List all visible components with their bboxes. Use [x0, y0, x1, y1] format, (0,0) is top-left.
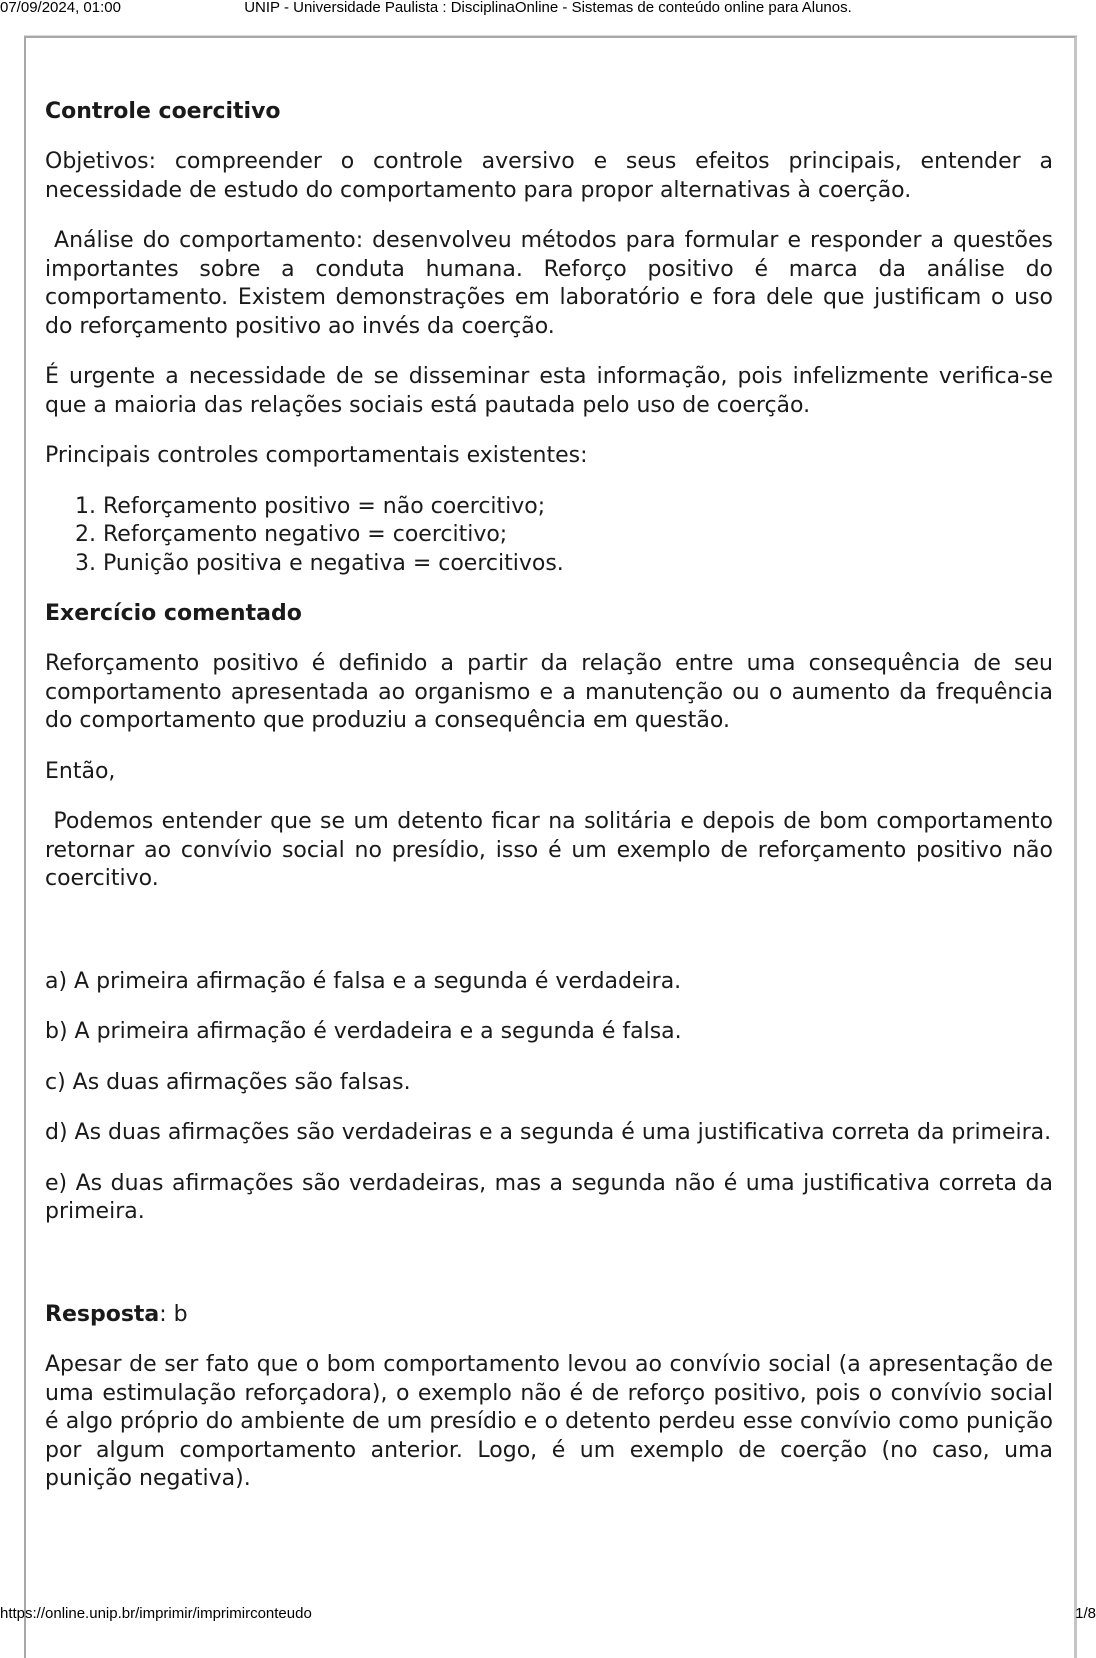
paragraph-analise: Análise do comportamento: desenvolveu métodos para formular e responder a questões importantes sobre a conduta humana. Reforço positivo é marca da análise do comportamento. Existem demonstrações em laboratório e fora dele que justificam o uso do reforçamento positivo ao invés da coerção. — [45, 228, 1060, 339]
resposta-value: : b — [159, 1301, 188, 1327]
list-item: 1. Reforçamento positivo = não coercitivo; — [103, 493, 1053, 522]
paragraph-urgente: É urgente a necessidade de se disseminar esta informação, pois infelizmente verifica-se que a maioria das relações sociais está pautada pelo uso de coerção. — [45, 364, 1053, 418]
paragraph-objetivos: Objetivos: compreender o controle aversivo e seus efeitos principais, entender a necessidade de estudo do comportamento para propor alternativas à coerção. — [45, 149, 1053, 203]
list-item: 2. Reforçamento negativo = coercitivo; — [103, 521, 1053, 550]
section-heading-exercicio-comentado: Exercício comentado — [45, 601, 302, 626]
vertical-spacer — [45, 1249, 1053, 1301]
resposta-label: Resposta — [45, 1301, 160, 1327]
print-header-datetime: 07/09/2024, 01:00 — [0, 0, 121, 16]
print-footer-url: https://online.unip.br/imprimir/imprimirconteudo — [0, 1605, 312, 1622]
controles-list — [45, 493, 1053, 579]
option-b: b) A primeira afirmação é verdadeira e a segunda é falsa. — [45, 1019, 682, 1044]
print-footer — [0, 1604, 1096, 1624]
option-e: e) As duas afirmações são verdadeiras, mas a segunda não é uma justificativa correta da primeira. — [45, 1170, 1053, 1224]
print-header — [0, 0, 1096, 18]
paragraph-explicacao: Apesar de ser fato que o bom comportamento levou ao convívio social (a apresentação de uma estimulação reforçadora), o exemplo não é de reforço positivo, pois o convívio social é algo próprio do ambiente de um presídio e o detento perdeu esse convívio como punição por algum comportamento anterior. Logo, é um exemplo de coerção (no caso, uma punição negativa). — [45, 1352, 1053, 1491]
vertical-spacer — [45, 916, 1053, 968]
paragraph-podemos: Podemos entender que se um detento ficar na solitária e depois de bom comportamento retornar ao convívio social no presídio, isso é um exemplo de reforçamento positivo não coercitivo. — [45, 809, 1060, 891]
option-a: a) A primeira afirmação é falsa e a segunda é verdadeira. — [45, 968, 682, 994]
paragraph-principais: Principais controles comportamentais existentes: — [45, 443, 588, 468]
section-heading-controle-coercitivo: Controle coercitivo — [45, 99, 281, 124]
print-footer-page-number: 1/8 — [1075, 1605, 1096, 1622]
paragraph-entao: Então, — [45, 758, 116, 784]
option-d: d) As duas afirmações são verdadeiras e a segunda é uma justificativa correta da primeira. — [45, 1120, 1052, 1145]
resposta-line — [45, 1301, 1053, 1330]
document-content — [45, 98, 1060, 1516]
paragraph-reforcamento: Reforçamento positivo é definido a partir da relação entre uma consequência de seu comportamento apresentada ao organismo e a manutenção ou o aumento da frequência do comportamento que produziu a consequência em questão. — [45, 651, 1053, 733]
option-c: c) As duas afirmações são falsas. — [45, 1069, 411, 1095]
list-item: 3. Punição positiva e negativa = coercitivos. — [103, 550, 1053, 579]
print-header-title: UNIP - Universidade Paulista : DisciplinaOnline - Sistemas de conteúdo online para Alunos. — [244, 0, 852, 16]
